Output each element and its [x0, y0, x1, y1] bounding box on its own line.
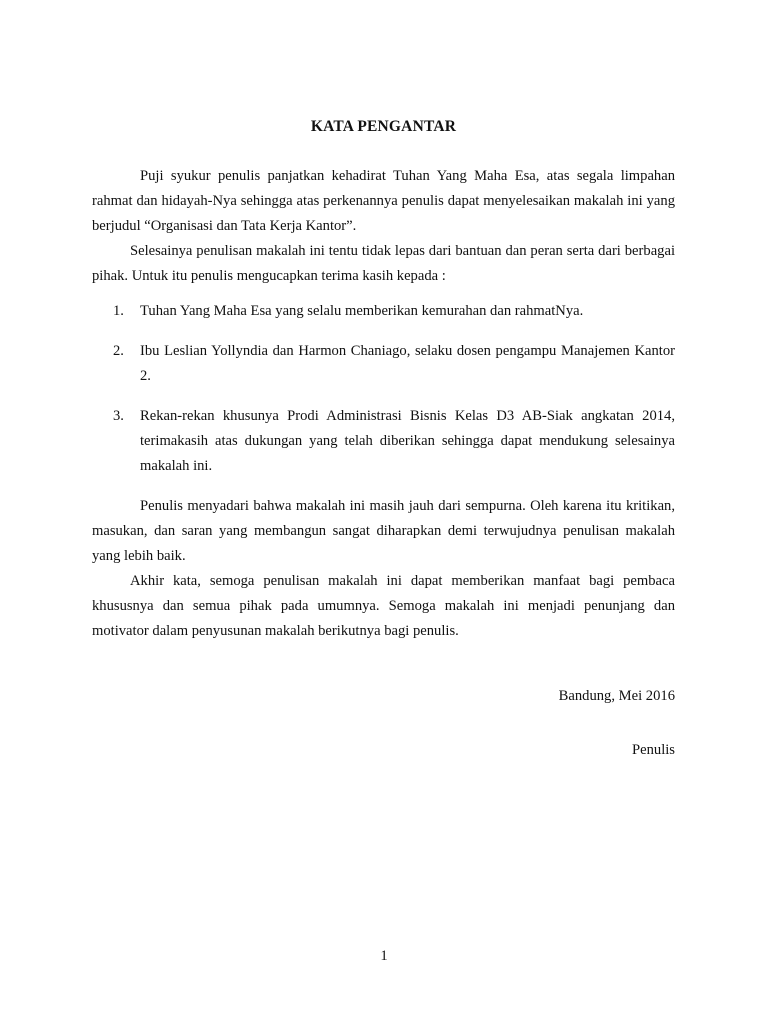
- closing-paragraph-1: Penulis menyadari bahwa makalah ini masih jauh dari sempurna. Oleh karena itu kritikan, masukan, dan saran yang membangun sangat diharapkan demi terwujudnya penulisan makalah yang lebih baik.: [92, 498, 675, 564]
- list-item-number: 3.: [113, 408, 124, 424]
- page-number: 1: [380, 948, 388, 964]
- list-item-text: Ibu Leslian Yollyndia dan Harmon Chaniago, selaku dosen pengampu Manajemen Kantor 2.: [140, 343, 675, 384]
- place-date: Bandung, Mei 2016: [558, 688, 675, 704]
- list-item-number: 1.: [113, 303, 124, 319]
- closing-paragraph-2: Akhir kata, semoga penulisan makalah ini dapat memberikan manfaat bagi pembaca khususnya dan semua pihak pada umumnya. Semoga makalah ini menjadi penunjang dan motivator dalam penyusunan makalah berikutnya bagi penulis.: [92, 573, 675, 639]
- document-title: KATA PENGANTAR: [310, 118, 457, 135]
- closing-section: [92, 494, 675, 644]
- thanks-list: [92, 299, 675, 479]
- intro-paragraph-1: Puji syukur penulis panjatkan kehadirat Tuhan Yang Maha Esa, atas segala limpahan rahmat dan hidayah-Nya sehingga atas perkenannya penulis dapat menyelesaikan makalah ini yang berjudul “Organisasi dan Tata Kerja Kantor”.: [92, 168, 675, 234]
- list-item: [92, 404, 675, 479]
- author-signature: Penulis: [632, 742, 675, 758]
- list-item-text: Rekan-rekan khusunya Prodi Administrasi Bisnis Kelas D3 AB-Siak angkatan 2014, terimakasih atas dukungan yang telah diberikan sehingga dapat mendukung selesainya makalah ini.: [140, 408, 675, 474]
- intro-paragraph-2: Selesainya penulisan makalah ini tentu tidak lepas dari bantuan dan peran serta dari berbagai pihak. Untuk itu penulis mengucapkan terima kasih kepada :: [92, 243, 675, 284]
- list-item: [92, 339, 675, 389]
- document-body: [92, 116, 675, 763]
- list-item-number: 2.: [113, 343, 124, 359]
- list-item: [92, 299, 675, 324]
- list-item-text: Tuhan Yang Maha Esa yang selalu memberikan kemurahan dan rahmatNya.: [140, 303, 584, 319]
